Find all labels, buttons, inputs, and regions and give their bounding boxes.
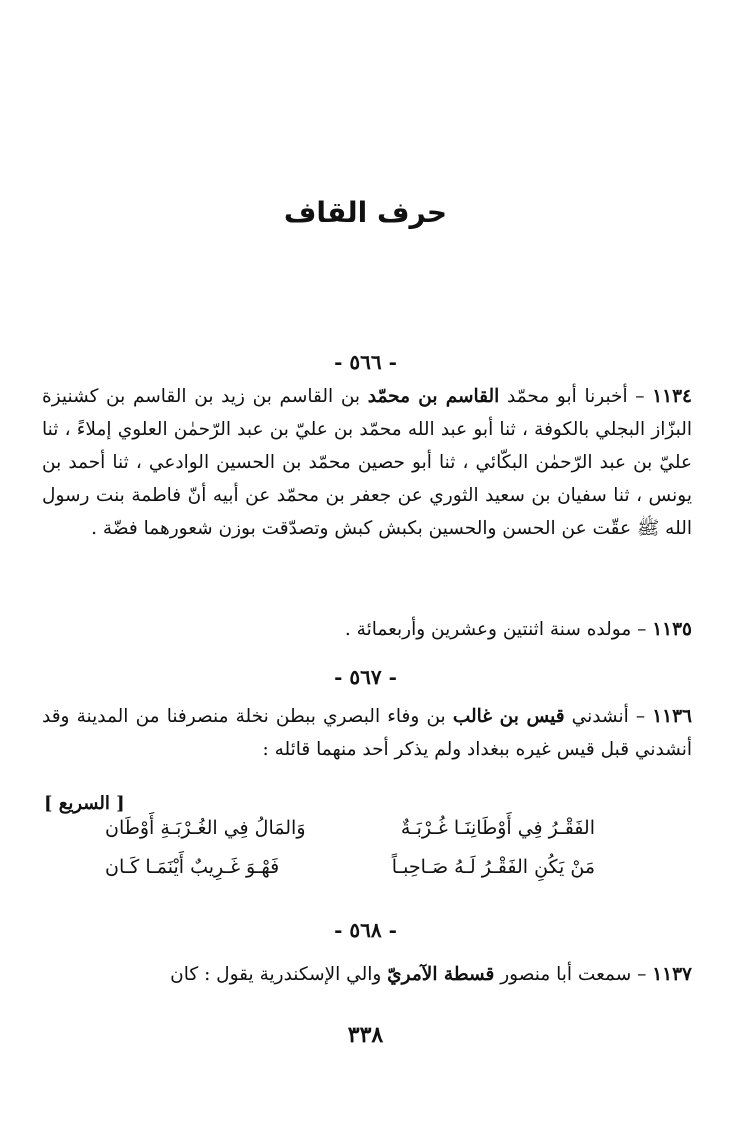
poem-meter-label: [ السريع ] <box>44 793 125 814</box>
verse-first-hemistich: الفَقْـرُ فِي أَوْطَانِنَـا غُـرْبَـةٌ <box>400 817 595 839</box>
entry-paragraph <box>42 700 692 766</box>
page-number: ٣٣٨ <box>347 1022 384 1048</box>
entry-text: – سمعت أبا منصور <box>494 964 653 985</box>
narrator-name: قسطة الآمريّ <box>387 964 495 985</box>
entry-text: – مولده سنة اثنتين وعشرين وأربعمائة . <box>344 619 653 640</box>
section-number: - ٥٦٦ - <box>334 350 397 374</box>
verse-line <box>105 856 595 890</box>
verse-second-hemistich: وَالمَالُ فِي الغُـرْبَـةِ أَوْطَان <box>105 817 306 839</box>
narrator-name: القاسم بن محمّد <box>367 386 500 407</box>
section-number: - ٥٦٨ - <box>334 918 397 942</box>
verse-second-hemistich: فَهْـوَ غَـرِيبٌ أَيْنَمَـا كَـان <box>105 856 280 878</box>
entry-text: – أخبرنا أبو محمّد <box>499 386 653 407</box>
entry-text: بن القاسم بن زيد بن القاسم بن كشنيزة البزّاز البجلي بالكوفة ، ثنا أبو عبد الله محمّد بن عليّ بن عبد الرّحمٰن العلوي إملاءً ، ثنا عليّ بن عبد الرّحمٰن البكّائي ، ثنا أبو حصين محمّد بن الحسين الوادعي ، ثنا أحمد بن يونس ، ثنا سفيان بن سعيد الثوري عن جعفر بن محمّد عن أبيه أنّ فاطمة بنت رسول الله ﷺ عقّت عن الحسن والحسين بكبش كبش وتصدّقت بوزن شعورهما فضّة . <box>42 386 692 539</box>
entry-text: والي الإسكندرية يقول : كان <box>170 964 388 985</box>
entry-text: بن وفاء البصري ببطن نخلة منصرفنا من المدينة وقد أنشدني قبل قيس غيره ببغداد ولم يذكر أحد منهما قائله : <box>42 706 692 760</box>
entry-text: – أنشدني <box>564 706 653 727</box>
entry-paragraph <box>42 613 692 646</box>
entry-number: ١١٣٥ <box>652 619 692 640</box>
verse-line <box>105 817 595 851</box>
entry-number: ١١٣٧ <box>652 964 692 985</box>
entry-paragraph <box>42 958 692 991</box>
entry-paragraph <box>42 380 692 545</box>
entry-number: ١١٣٤ <box>652 386 692 407</box>
verse-first-hemistich: مَنْ يَكُنِ الفَقْـرُ لَـهُ صَـاحِبـاً <box>391 856 595 878</box>
chapter-title: حرف القاف <box>283 196 448 229</box>
entry-number: ١١٣٦ <box>652 706 692 727</box>
section-number: - ٥٦٧ - <box>334 665 397 689</box>
poet-name: قيس بن غالب <box>452 706 565 727</box>
